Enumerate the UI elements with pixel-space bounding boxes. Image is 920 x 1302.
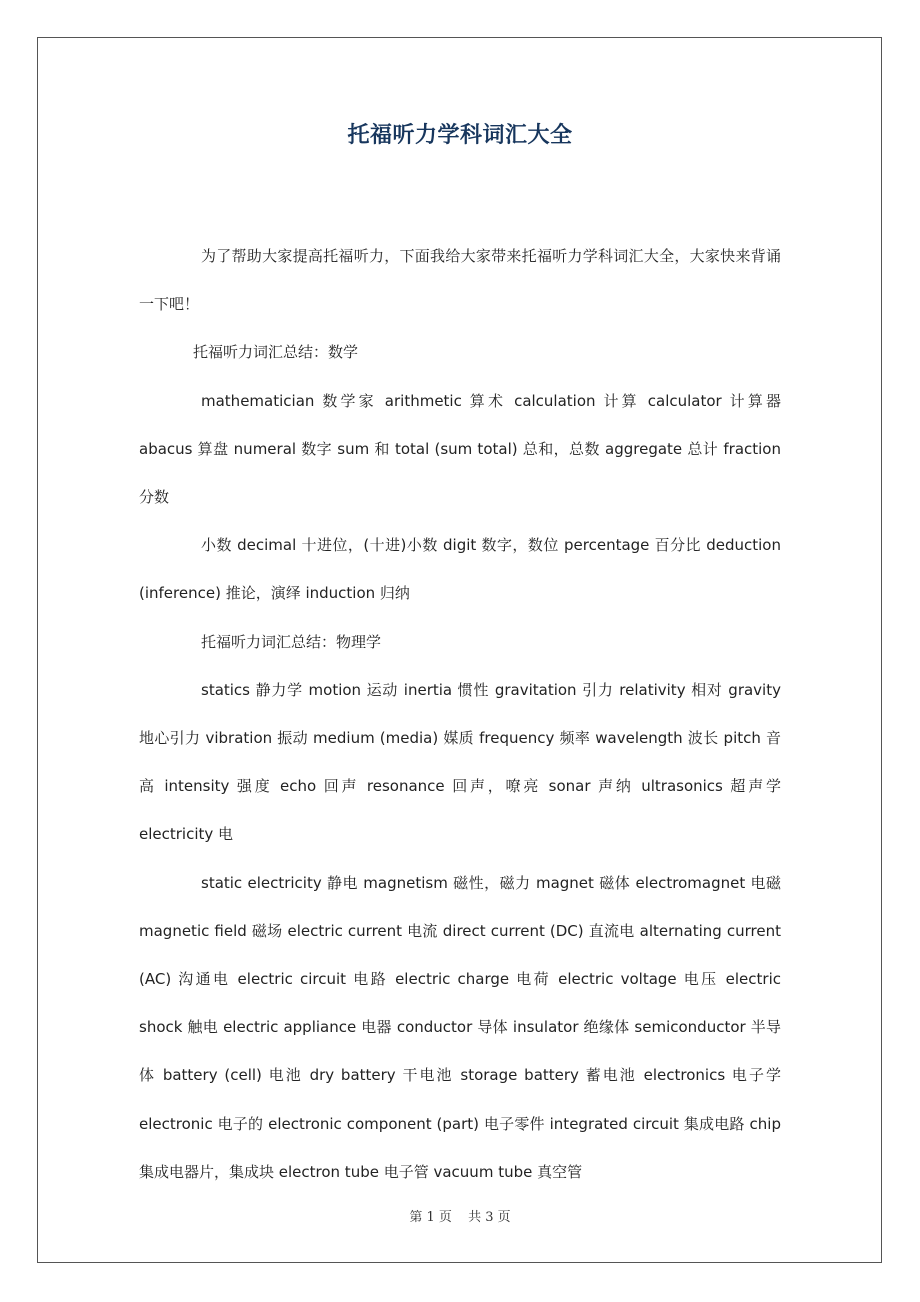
page-total: 共 3 页 xyxy=(468,1210,511,1225)
section-heading-math: 托福听力词汇总结：数学 xyxy=(193,343,359,362)
section-heading-physics: 托福听力词汇总结：物理学 xyxy=(201,632,382,651)
physics-vocab-paragraph: statics 静力学 motion 运动 inertia 惯性 gravitation 引力 relativity 相对 gravity 地心引力 vibration 振动 medium (media) 媒质 frequency 频率 wavelength 波长 pitch 音高 intensity 强度 echo 回声 resonance 回声，嘹亮 sonar 声纳 ultrasonics 超声学 electricity 电 xyxy=(139,680,781,844)
page-number: 第 1 页 xyxy=(409,1210,452,1225)
math-vocab-paragraph: mathematician 数学家 arithmetic 算术 calculation 计算 calculator 计算器 abacus 算盘 numeral 数字 sum 和 total (sum total) 总和，总数 aggregate 总计 fraction 分数 xyxy=(139,391,781,507)
electricity-vocab-paragraph: static electricity 静电 magnetism 磁性，磁力 magnet 磁体 electromagnet 电磁 magnetic field 磁场 electric current 电流 direct current (DC) 直流电 alternating current (AC) 沟通电 electric circuit 电路 electric charge 电荷 electric voltage 电压 electric shock 触电 electric appliance 电器 conductor 导体 insulator 绝缘体 semiconductor 半导体 battery (cell) 电池 dry battery 干电池 storage battery 蓄电池 electronics 电子学 electronic 电子的 electronic component (part) 电子零件 integrated circuit 集成电路 chip 集成电器片，集成块 electron tube 电子管 vacuum tube 真空管 xyxy=(139,873,781,1181)
page-footer xyxy=(0,1206,920,1225)
document-title: 托福听力学科词汇大全 xyxy=(347,123,573,148)
intro-paragraph: 为了帮助大家提高托福听力，下面我给大家带来托福听力学科词汇大全，大家快来背诵一下吧！ xyxy=(139,247,781,314)
document-body xyxy=(139,232,781,1196)
math-vocab-paragraph-2: 小数 decimal 十进位，(十进)小数 digit 数字，数位 percentage 百分比 deduction (inference) 推论，演绎 induction 归纳 xyxy=(139,536,781,603)
